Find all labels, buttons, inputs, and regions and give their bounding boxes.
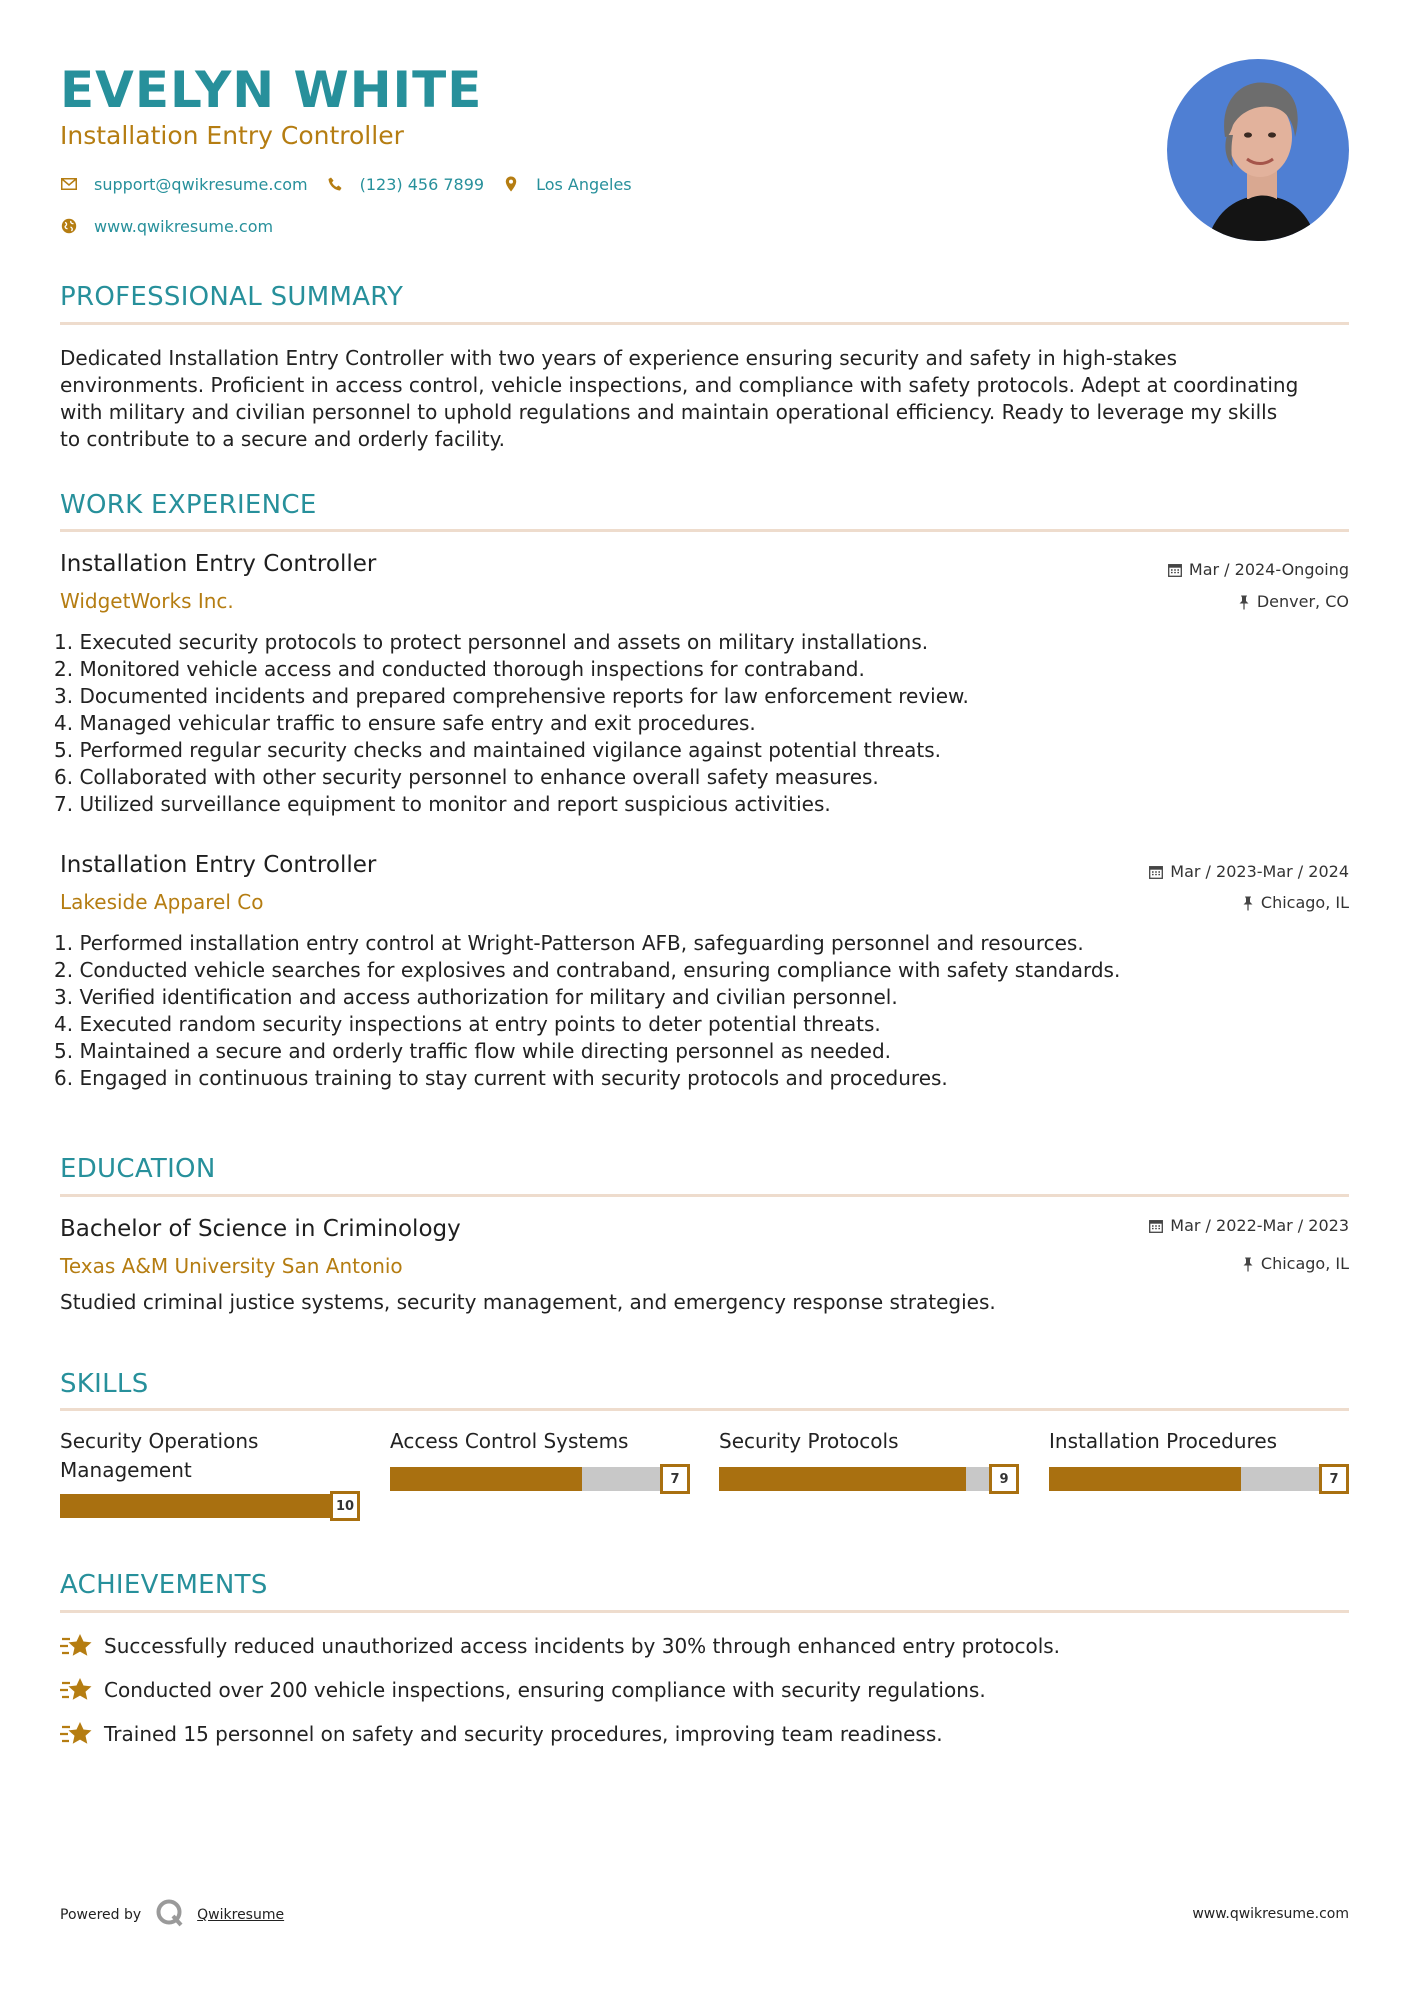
email-link[interactable]: support@qwikresume.com [94,174,308,194]
pushpin-icon [1242,896,1254,911]
education-heading: EDUCATION [60,1154,216,1184]
star-icon [60,1631,94,1661]
skill-name: Security Protocols [719,1429,899,1453]
skill-fill [60,1494,334,1518]
school-name: Texas A&M University San Antonio [60,1254,403,1278]
candidate-title: Installation Entry Controller [60,121,404,150]
skill-fill [390,1467,582,1491]
job-dates [1149,861,1349,883]
skill-track [719,1467,993,1491]
skill-level-badge: 9 [989,1464,1019,1494]
company-name: Lakeside Apparel Co [60,890,264,914]
job-location-text: Chicago, IL [1260,893,1349,912]
job-title: Installation Entry Controller [60,551,377,577]
candidate-name: EVELYN WHITE [60,61,483,119]
job-location [1238,591,1349,613]
skill-level-bar [60,1491,360,1521]
list-item: 4. Managed vehicular traffic to ensure safe entry and exit procedures. [54,711,756,735]
pushpin-icon [1242,1257,1254,1272]
skill-fill [1049,1467,1241,1491]
job-duties-list [54,629,1314,818]
envelope-icon [60,175,78,193]
calendar-icon [1149,1219,1163,1233]
job-dates [1168,559,1349,581]
map-pin-icon [502,175,520,193]
achievement-item [60,1719,943,1749]
skill-name: Security Operations Management [60,1429,259,1482]
skill-level-badge: 10 [330,1491,360,1521]
list-item: 5. Maintained a secure and orderly traffic flow while directing personnel as needed. [54,1039,892,1063]
contact-row-2 [60,214,291,238]
skill-level-bar [1049,1464,1349,1494]
list-item: 2. Monitored vehicle access and conducted thorough inspections for contraband. [54,657,865,681]
skill-item [60,1427,360,1514]
job-duties-list [54,930,1314,1092]
list-item: 6. Collaborated with other security personnel to enhance overall safety measures. [54,765,879,789]
experience-heading: WORK EXPERIENCE [60,490,317,520]
education-divider [60,1194,1349,1197]
summary-heading: PROFESSIONAL SUMMARY [60,282,404,312]
skill-track [390,1467,664,1491]
company-name: WidgetWorks Inc. [60,589,234,613]
list-item: 1. Executed security protocols to protect personnel and assets on military installations. [54,630,929,654]
list-item: 4. Executed random security inspections at entry points to deter potential threats. [54,1012,881,1036]
list-item: 2. Conducted vehicle searches for explosives and contraband, ensuring compliance with safety standards. [54,958,1121,982]
skill-track [60,1494,334,1518]
footer-powered-by [60,1898,284,1932]
achievement-item [60,1631,1060,1661]
star-icon [60,1675,94,1705]
education-dates-text: Mar / 2022-Mar / 2023 [1170,1216,1349,1235]
qwikresume-link[interactable]: Qwikresume [197,1907,285,1923]
achievement-text: Trained 15 personnel on safety and security procedures, improving team readiness. [104,1722,943,1746]
skills-divider [60,1408,1349,1411]
skill-fill [719,1467,966,1491]
achievements-heading: ACHIEVEMENTS [60,1570,268,1600]
powered-by-label: Powered by [60,1907,142,1923]
skill-item [719,1427,1019,1487]
qwikresume-logo-icon [155,1898,185,1932]
contact-row-1 [60,172,650,196]
achievement-item [60,1675,986,1705]
skill-item [1049,1427,1349,1487]
skill-level-bar [390,1464,690,1494]
achievement-text: Successfully reduced unauthorized access incidents by 30% through enhanced entry protocols. [104,1634,1061,1658]
skill-level-badge: 7 [660,1464,690,1494]
job-location [1242,892,1349,914]
experience-divider [60,529,1349,532]
globe-icon [60,217,78,235]
skill-name: Installation Procedures [1049,1429,1278,1453]
degree-title: Bachelor of Science in Criminology [60,1216,461,1242]
phone-icon [326,175,344,193]
education-description: Studied criminal justice systems, security management, and emergency response strategies. [60,1290,996,1314]
list-item: 5. Performed regular security checks and maintained vigilance against potential threats. [54,738,941,762]
skill-level-badge: 7 [1319,1464,1349,1494]
skill-level-bar [719,1464,1019,1494]
list-item: 6. Engaged in continuous training to stay current with security protocols and procedures. [54,1066,948,1090]
education-location [1242,1253,1349,1275]
achievement-text: Conducted over 200 vehicle inspections, ensuring compliance with security regulations. [104,1678,986,1702]
phone-text: (123) 456 7899 [359,174,485,194]
pushpin-icon [1238,595,1250,610]
education-location-text: Chicago, IL [1260,1254,1349,1273]
job-location-text: Denver, CO [1256,592,1349,611]
list-item: 7. Utilized surveillance equipment to monitor and report suspicious activities. [54,792,831,816]
footer-website[interactable]: www.qwikresume.com [1192,1906,1349,1922]
website-link[interactable]: www.qwikresume.com [94,216,274,236]
skill-track [1049,1467,1323,1491]
list-item: 3. Documented incidents and prepared comprehensive reports for law enforcement review. [54,684,969,708]
star-icon [60,1719,94,1749]
calendar-icon [1168,563,1182,577]
profile-photo [1167,59,1349,241]
calendar-icon [1149,865,1163,879]
job-title: Installation Entry Controller [60,852,377,878]
location-text: Los Angeles [536,174,632,194]
summary-divider [60,322,1349,325]
achievements-divider [60,1610,1349,1613]
education-dates [1149,1215,1349,1237]
summary-text: Dedicated Installation Entry Controller with two years of experience ensuring security and safety in high-stakes environments. Proficient in access control, vehicle inspections, and compliance with safety protocols. Adept at coordinating with military and civilian personnel to uphold regulations and maintain operational efficiency. Ready to leverage my skills to contribute to a secure and orderly facility. [60,346,1299,451]
list-item: 3. Verified identification and access authorization for military and civilian personnel. [54,985,898,1009]
skill-name: Access Control Systems [390,1429,629,1453]
job-dates-text: Mar / 2024-Ongoing [1188,560,1349,579]
skill-item [390,1427,690,1487]
job-dates-text: Mar / 2023-Mar / 2024 [1170,862,1349,881]
list-item: 1. Performed installation entry control at Wright-Patterson AFB, safeguarding personnel and resources. [54,931,1084,955]
skills-heading: SKILLS [60,1369,149,1399]
